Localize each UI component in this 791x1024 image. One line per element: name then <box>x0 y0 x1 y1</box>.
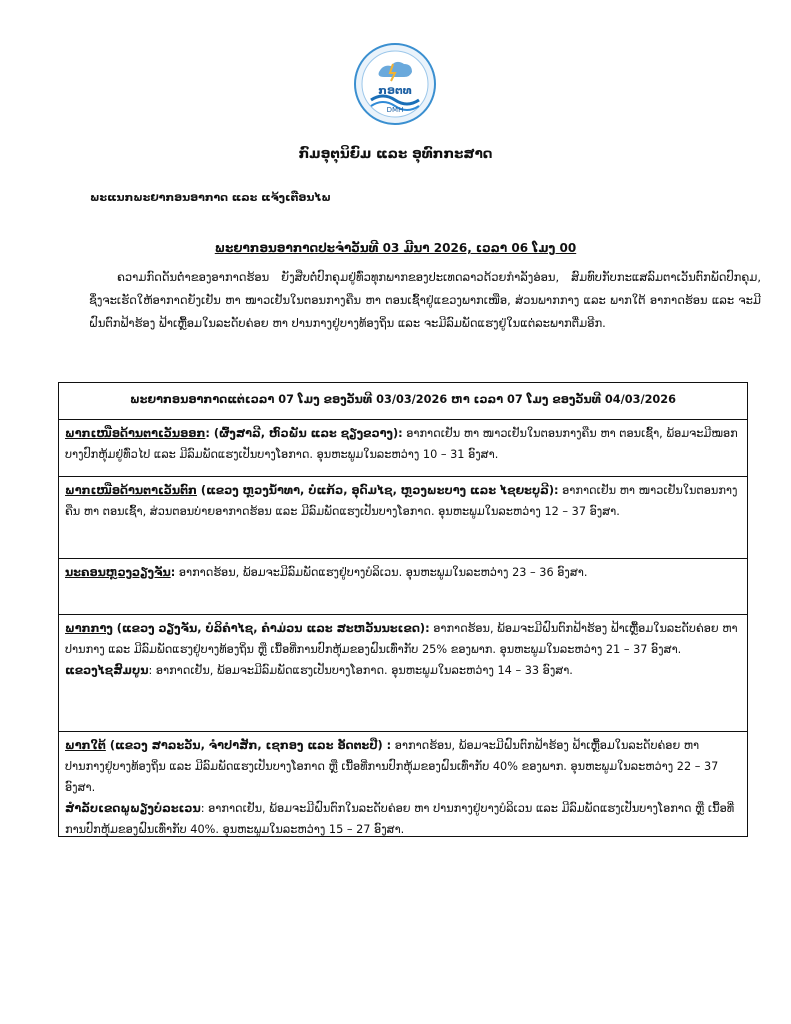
region-text: ອາກາດເຢັນ ຫາ ໜາວເຢັນໃນຕອນກາງຄືນ ຫາ ຕອນເຊົ້າ, ສ່ວນຕອນບ່າຍອາກາດຮ້ອນ ແລະ ມີລົມພັດແຮງເປັນບາງໂອກາດ. ອຸນຫະພູມໃນລະຫວ່າງ 12 – 37 ອົງສາ. <box>65 484 738 518</box>
logo-subtext: DMH <box>386 106 404 114</box>
region-label: ພາກເໜືອດ້ານຕາເວັນອອກ <box>65 427 206 440</box>
region-label: ພາກກາງ <box>65 622 113 635</box>
region-label: ພາກເໜືອດ້ານຕາເວັນຕົກ <box>65 484 197 497</box>
region-text: ອາກາດຮ້ອນ, ພ້ອມຈະມີລົມພັດແຮງຢູ່ບາງບໍລິເວນ. ອຸນຫະພູມໃນລະຫວ່າງ 23 – 36 ອົງສາ. <box>175 566 588 579</box>
dmh-logo <box>353 42 437 126</box>
forecast-period-header: ພະຍາກອນອາກາດແຕ່ເວລາ 07 ໂມງ ຂອງວັນທີ 03/03/2026 ຫາ ເວລາ 07 ໂມງ ຂອງວັນທີ 04/03/2026 <box>59 383 747 420</box>
subregion-label: ແຂວງໄຊສົມບູນ <box>65 664 149 677</box>
region-row-central <box>59 615 747 732</box>
region-row-northeast <box>59 420 747 477</box>
region-row-northwest <box>59 477 747 559</box>
region-provinces: (ແຂວງ ວຽງຈັນ, ບໍລິຄຳໄຊ, ຄຳມ່ວນ ແລະ ສະຫວັນນະເຂດ): <box>112 622 430 635</box>
ministry-name: ກົມອຸຕຸນິຍົມ ແລະ ອຸທົກກະສາດ <box>298 146 493 162</box>
region-text: ອາກາດເຢັນ ຫາ ໜາວເຢັນໃນຕອນກາງຄືນ ຫາ ຕອນເຊົ້າ, ພ້ອມຈະມີໝອກບາງປົກຫຸ້ມຢູ່ທົ່ວໄປ ແລະ ມີລົມພັດແຮງເປັນບາງໂອກາດ. ອຸນຫະພູມໃນລະຫວ່າງ 10 – 31 ອົງສາ. <box>65 427 738 461</box>
forecast-title: ພະຍາກອນອາກາດປະຈຳວັນທີ 03 ມີນາ 2026, ເວລາ 06 ໂມງ 00 <box>214 241 577 255</box>
department-name: ພະແນກພະຍາກອນອາກາດ ແລະ ແຈ້ງເຕືອນໄພ <box>90 191 331 204</box>
subregion-label: ສຳລັບເຂດພູພຽງບໍລະເວນ <box>65 802 201 815</box>
subregion-text: : ອາກາດເຢັນ, ພ້ອມຈະມີລົມພັດແຮງເປັນບາງໂອກາດ. ອຸນຫະພູມໃນລະຫວ່າງ 14 – 33 ອົງສາ. <box>148 664 573 677</box>
region-label: ພາກໃຕ້ <box>65 739 106 752</box>
region-provinces: (ແຂວງ ຫຼວງນ້ຳທາ, ບໍ່ແກ້ວ, ອຸດົມໄຊ, ຫຼວງພະບາງ ແລະ ໄຊຍະບູລີ): <box>196 484 559 497</box>
region-row-south <box>59 732 747 836</box>
subregion-text: : ອາກາດເຢັນ, ພ້ອມຈະມີຝົນຕົກໃນລະດັບຄ່ອຍ ຫາ ປານກາງຢູ່ບາງບໍລິເວນ ແລະ ມີລົມພັດແຮງເປັນບາງໂອກາດ ຫຼື ເນື້ອທີ່ການປົກຫຸ້ມຂອງຝົນເທົ່າກັບ 40%. ອຸນຫະພູມໃນລະຫວ່າງ 15 – 27 ອົງສາ. <box>65 802 735 836</box>
region-provinces: : (ຜົ້ງສາລີ, ຫົວພັນ ແລະ ຊຽງຂວາງ): <box>205 427 403 440</box>
forecast-table <box>58 382 748 837</box>
region-text: ອາກາດຮ້ອນ, ພ້ອມຈະມີຝົນຕົກຟ້າຮ້ອງ ຟ້າເຫຼື້ອມໃນລະດັບຄ່ອຍ ຫາ ປານກາງຢູ່ບາງທ້ອງຖິ່ນ ແລະ ມີລົມພັດແຮງເປັນບາງໂອກາດ ຫຼື ເນື້ອທີ່ການປົກຫຸ້ມຂອງຝົນເທົ່າກັບ 40% ຂອງພາກ. ອຸນຫະພູມໃນລະຫວ່າງ 22 – 37 ອົງສາ. <box>65 739 719 794</box>
logo-text: ກອຕທ <box>378 84 412 97</box>
region-provinces: : <box>170 566 176 579</box>
region-text: ອາກາດຮ້ອນ, ພ້ອມຈະມີຝົນຕົກຟ້າຮ້ອງ ຟ້າເຫຼື້ອມໃນລະດັບຄ່ອຍ ຫາ ປານກາງ ແລະ ມີລົມພັດແຮງຢູ່ບາງທ້ອງຖິ່ນ ຫຼື ເນື້ອທີ່ການປົກຫຸ້ມຂອງຝົນເທົ່າກັບ 25% ຂອງພາກ. ອຸນຫະພູມໃນລະຫວ່າງ 21 – 37 ອົງສາ. <box>65 622 738 656</box>
intro-paragraph: ຄວາມກົດດັນຕ່ຳຂອງອາກາດຮ້ອນ ຍັງສືບຕໍ່ປົກຄຸມຢູ່ທົ່ວທຸກພາກຂອງປະເທດລາວດ້ວຍກຳລັງອ່ອນ, ສົມທົບກັບກະແສລົມຕາເວັນຕົກພັດປົກຄຸມ, ຊຶ່ງຈະເຮັດໃຫ້ອາກາດຍັງເຢັນ ຫາ ໜາວເຢັນໃນຕອນກາງຄືນ ຫາ ຕອນເຊົ້າຢູ່ແຂວງພາກເໜືອ, ສ່ວນພາກກາງ ແລະ ພາກໃຕ້ ອາກາດຮ້ອນ ແລະ ຈະມີຝົນຕົກຟ້າຮ້ອງ ຟ້າເຫຼື້ອມໃນລະດັບຄ່ອຍ ຫາ ປານກາງຢູ່ບາງທ້ອງຖິ່ນ ແລະ ຈະມີລົມພັດແຮງຢູ່ໃນແຕ່ລະພາກຕື່ມອີກ. <box>89 270 761 330</box>
region-row-vientiane-capital <box>59 559 747 615</box>
region-provinces: (ແຂວງ ສາລະວັນ, ຈຳປາສັກ, ເຊກອງ ແລະ ອັດຕະປື) : <box>105 739 392 752</box>
region-label: ນະຄອນຫຼວງວຽງຈັນ <box>65 566 171 579</box>
